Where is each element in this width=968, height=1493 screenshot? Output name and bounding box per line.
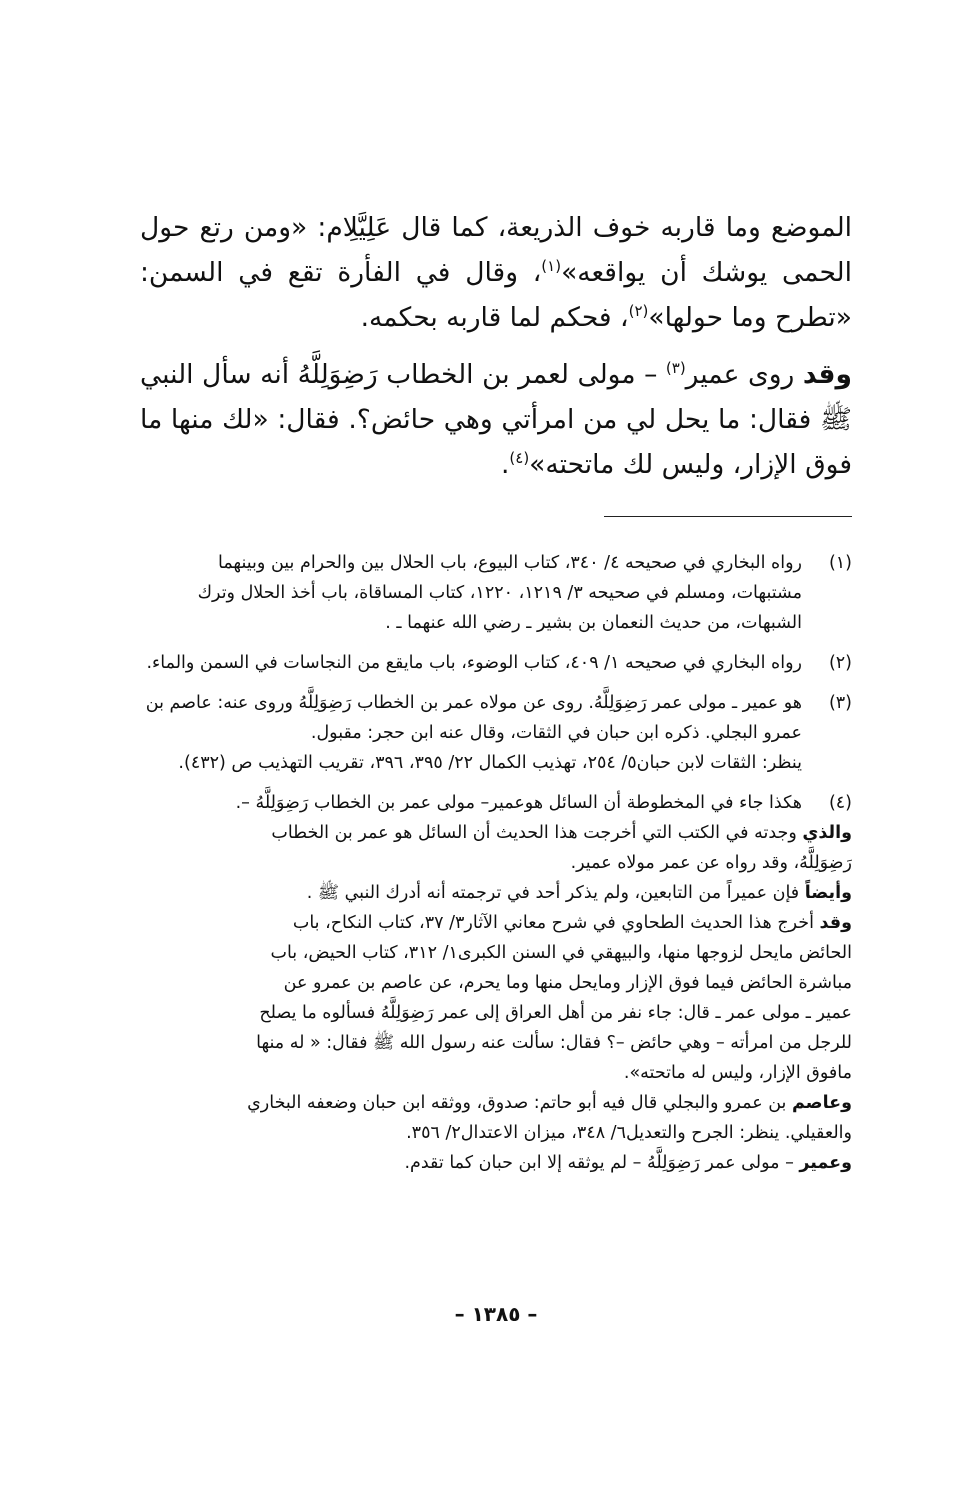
main-line: يوشك أن يواقعه» <box>561 257 768 288</box>
footnote-line: للرجل من امرأته – وهي حائض –؟ فقال: سألت عنه رسول الله ﷺ فقال: « له منها <box>256 1033 852 1053</box>
main-text-run: روى عمير <box>685 359 803 390</box>
footnote-line <box>140 818 852 848</box>
footnote-line: والعقيلي. ينظر: الجرح والتعديل٦/ ٣٤٨، ميزان الاعتدال٢/ ٣٥٦. <box>406 1123 852 1143</box>
footnote-number: (١) <box>828 553 852 573</box>
footnote-text-run: أخرج هذا الحديث الطحاوي في شرح معاني الآثار٣/ ٣٧، كتاب النكاح، باب <box>292 913 820 933</box>
footnote-line: عمير ـ مولى عمر ـ قال: جاء نفر من أهل العراق إلى عمر رَضِوَلِلَّهُ فسألوه ما يصلح <box>259 1003 852 1023</box>
footnote-line: مشتبهات، ومسلم في صحيحه ٣/ ١٢١٩، ١٢٢٠، كتاب المساقاة، باب أخذ الحلال وترك <box>197 583 802 603</box>
main-text-run: – مولى لعمر بن الخطاب رَضِوَلِلَّهُ أنه سأل النبي ﷺ فقال: ما يحل لي من امرأتي وهي حائض؟. فقال: «لك منها ما فوق الإزار، وليس لك ماتحته» <box>140 359 852 480</box>
footnote-line: رواه البخاري في صحيحه ٤/ ٣٤٠، كتاب البيوع، باب الحلال بين والحرام بين وبينهما <box>217 553 802 573</box>
footnote-3 <box>140 688 852 778</box>
footnote-line <box>140 1088 852 1118</box>
footnote-1 <box>140 548 852 638</box>
main-text <box>140 205 852 487</box>
footnote-lead-word: وقد <box>819 913 852 933</box>
main-paragraph-1 <box>140 205 852 340</box>
main-paragraph-2 <box>140 352 852 487</box>
footnote-4-body <box>140 818 852 1178</box>
footnote-ref-2[interactable]: (٢) <box>628 302 649 321</box>
footnote-lead-word: وعاصم <box>791 1093 852 1113</box>
footnote-line: ينظر: الثقات لابن حبان٥/ ٢٥٤، تهذيب الكمال ٢٢/ ٣٩٥، ٣٩٦، تقريب التهذيب ص (٤٣٢). <box>178 753 802 773</box>
footnote-ref-3[interactable]: (٣) <box>665 359 686 378</box>
footnote-ref-1[interactable]: (١) <box>541 257 562 276</box>
footnote-text-run: فإن عميراً من التابعين، ولم يذكر أحد في ترجمته أنه أدرك النبي ﷺ . <box>306 883 805 903</box>
footnote-text-run: بن عمرو والبجلي قال فيه أبو حاتم: صدوق، ووثقه ابن حبان وضعفه البخاري <box>247 1093 792 1113</box>
footnote-lead-word: والذي <box>802 823 852 843</box>
footnote-ref-4[interactable]: (٤) <box>509 449 530 468</box>
footnote-line: الشبهات، من حديث النعمان بن بشير ـ رضي الله عنهما ـ . <box>385 613 802 633</box>
paragraph-lead-word: وقد <box>802 359 852 390</box>
footnote-text-run: وجدته في الكتب التي أخرجت هذا الحديث أن السائل هو عمر بن الخطاب <box>271 823 803 843</box>
footnotes <box>140 548 852 1188</box>
footnote-line: هو عمير ـ مولى عمر رَضِوَلِلَّهُ. روى عن مولاه عمر بن الخطاب رَضِوَلِلَّهُ وروى عنه: عاصم بن <box>145 693 802 713</box>
footnote-line: رواه البخاري في صحيحه ١/ ٤٠٩، كتاب الوضوء، باب مايقع من النجاسات في السمن والماء. <box>146 653 802 673</box>
footnote-line: الحائض مايحل لزوجها منها، والبيهقي في السنن الكبرى١/ ٣١٢، كتاب الحيض، باب <box>270 943 852 963</box>
main-line: الموضع وما قاربه خوف الذريعة، كما قال عَلِيَّلِام: «ومن رتع حول الحمى <box>140 212 852 288</box>
footnote-line: رَضِوَلِلَّهُ، وقد رواه عن عمر مولاه عمير. <box>570 853 852 873</box>
footnote-number: (٢) <box>828 653 852 673</box>
footnote-separator <box>604 516 852 517</box>
footnote-number: (٣) <box>828 693 852 713</box>
main-line: حولها» <box>648 302 724 333</box>
footnote-line <box>140 878 852 908</box>
main-line: ، فحكم لما قاربه بحكمه. <box>360 302 629 333</box>
book-page <box>140 0 852 1493</box>
footnote-line <box>140 908 852 938</box>
main-text-run: . <box>500 449 510 480</box>
footnote-line: عمرو البجلي. ذكره ابن حبان في الثقات، وقال عنه ابن حجر: مقبول. <box>310 723 802 743</box>
footnote-line: مافوق الإزار، وليس له ماتحته». <box>623 1063 852 1083</box>
footnote-2 <box>140 648 852 678</box>
footnote-text-run: – مولى عمر رَضِوَلِلَّهُ – لم يوثقه إلا ابن حبان كما تقدم. <box>404 1153 800 1173</box>
main-line: ، وقال في الفأرة تقع في السمن: «تطرح وما <box>140 257 852 333</box>
footnote-line: مباشرة الحائض فيما فوق الإزار ومايحل منها وما يحرم، عن عاصم بن عمرو عن <box>283 973 852 993</box>
footnote-line <box>140 1148 852 1178</box>
footnote-4 <box>140 788 852 1178</box>
footnote-line: هكذا جاء في المخطوطة أن السائل هوعمير– مولى عمر بن الخطاب رَضِوَلِلَّهُ –. <box>235 793 802 813</box>
footnote-number: (٤) <box>828 793 852 813</box>
page-number: – ١٣٨٥ – <box>454 1302 538 1326</box>
footnote-lead-word: وعمير <box>799 1153 852 1173</box>
footnote-lead-word: وأيضاً <box>804 883 852 903</box>
